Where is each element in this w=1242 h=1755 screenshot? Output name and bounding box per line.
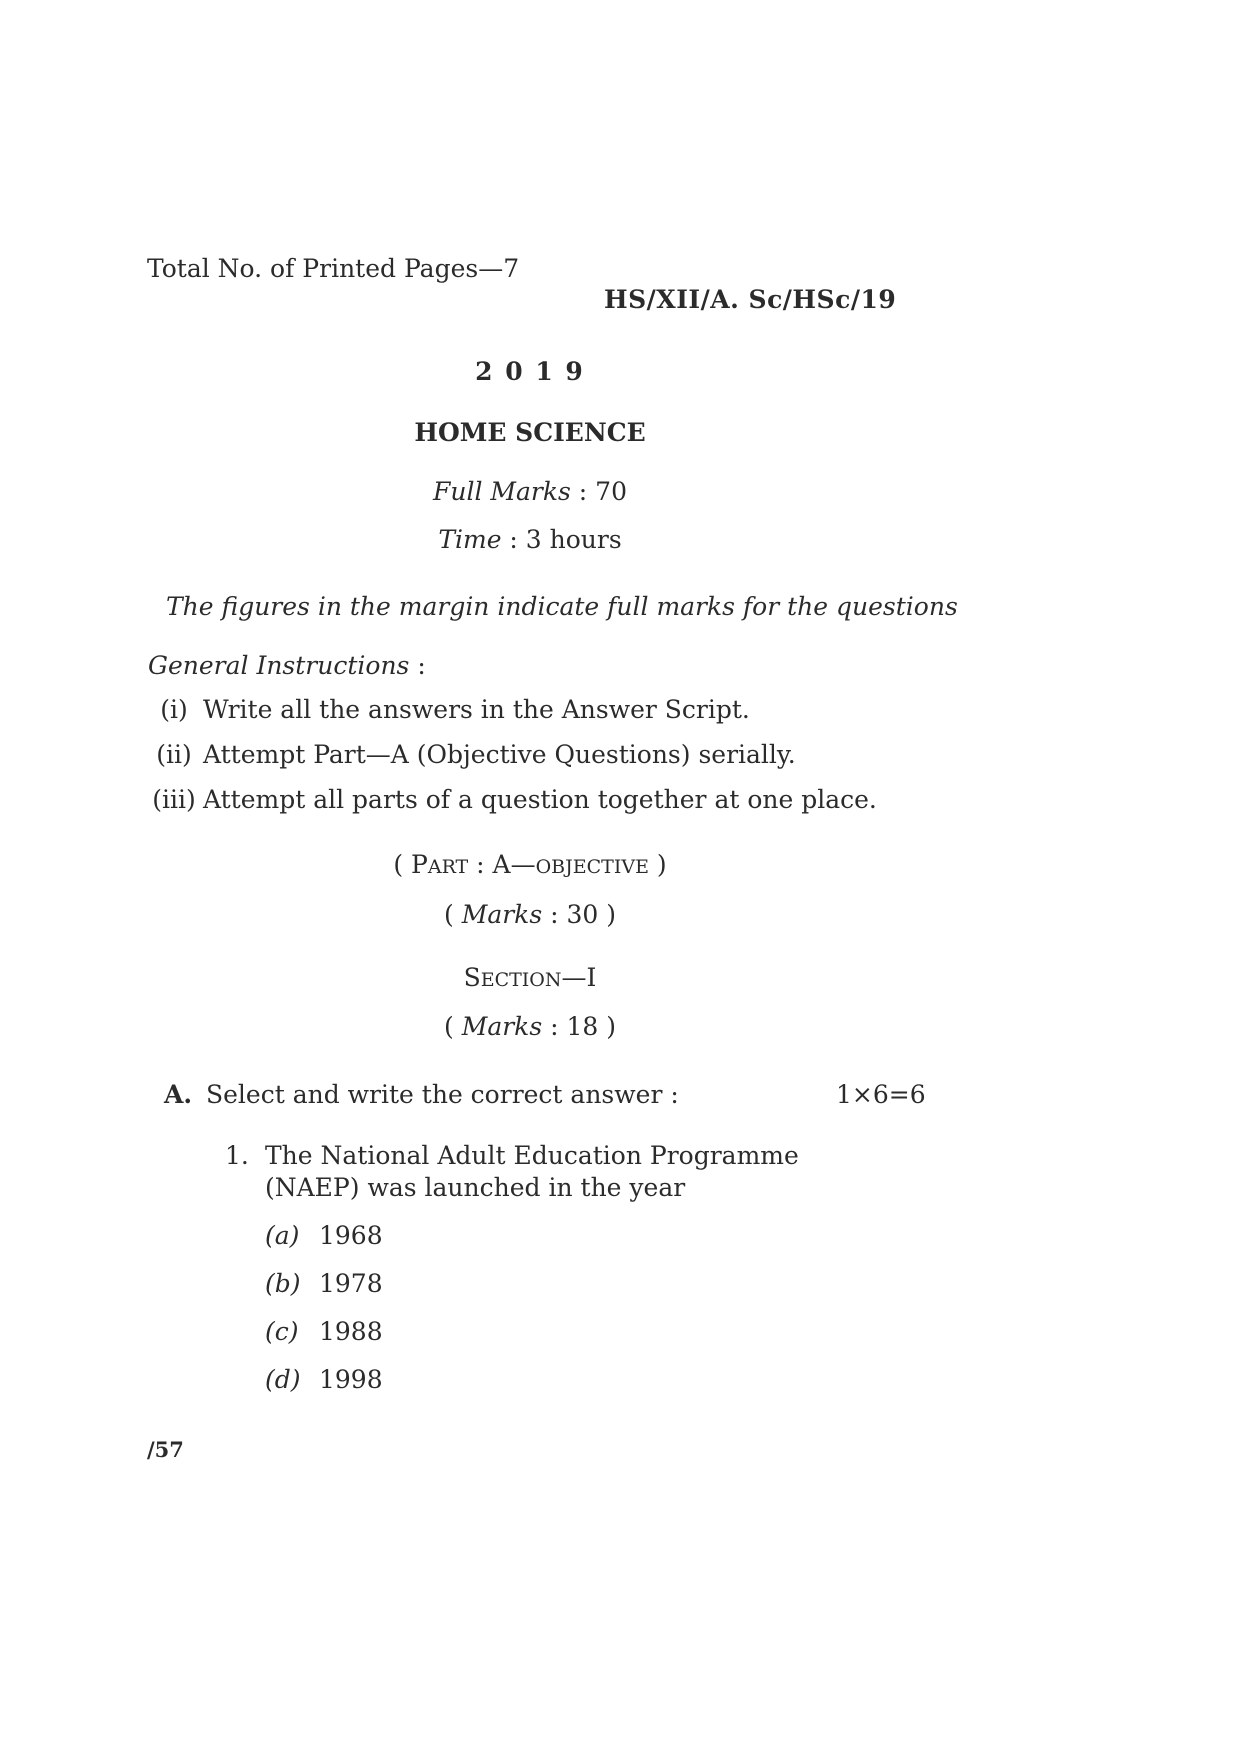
question-a-label: A. xyxy=(164,1080,193,1109)
option-c xyxy=(265,1317,383,1365)
instruction-text: Attempt Part—A (Objective Questions) serially. xyxy=(203,740,796,769)
option-value: 1998 xyxy=(319,1365,383,1394)
question-1-number: 1. xyxy=(225,1141,249,1170)
margin-note: The figures in the margin indicate full marks for the questions xyxy=(166,592,958,621)
part-marks-open: ( xyxy=(444,900,462,929)
question-1-line2: (NAEP) was launched in the year xyxy=(265,1173,686,1202)
instruction-item xyxy=(145,740,877,785)
instruction-number: (ii) xyxy=(156,740,192,769)
part-cap: P xyxy=(411,850,428,879)
general-instructions-heading xyxy=(148,651,426,681)
section-marks xyxy=(380,1012,680,1042)
section-suffix: —I xyxy=(561,963,597,992)
option-value: 1988 xyxy=(319,1317,383,1346)
part-marks-label: Marks xyxy=(461,900,543,929)
instruction-text: Write all the answers in the Answer Script. xyxy=(203,695,750,724)
part-marks-value: : 30 ) xyxy=(542,900,616,929)
instruction-number: (iii) xyxy=(152,785,196,814)
part-rest: ART xyxy=(427,856,469,878)
time-label: Time xyxy=(438,525,502,554)
paper-code: HS/XII/A. Sc/HSc/19 xyxy=(604,285,897,314)
instructions-list xyxy=(145,695,877,830)
subject-title: HOME SCIENCE xyxy=(414,418,646,447)
full-marks-label: Full Marks xyxy=(433,477,571,506)
question-a-text: Select and write the correct answer : xyxy=(206,1080,679,1109)
question-a-marks: 1×6=6 xyxy=(836,1080,926,1109)
section-marks-value: : 18 ) xyxy=(542,1012,616,1041)
part-objective: OBJECTIVE xyxy=(535,856,649,878)
option-label: (c) xyxy=(265,1317,299,1346)
section-rest: ECTION xyxy=(480,969,562,991)
section-heading xyxy=(380,963,680,995)
option-b xyxy=(265,1269,383,1317)
option-a xyxy=(265,1221,383,1269)
instruction-item xyxy=(145,695,877,740)
instruction-number: (i) xyxy=(160,695,188,724)
option-value: 1968 xyxy=(319,1221,383,1250)
section-cap: S xyxy=(463,963,481,992)
time-value: : 3 hours xyxy=(501,525,622,554)
question-1-line1: The National Adult Education Programme xyxy=(265,1141,799,1170)
question-1-options xyxy=(265,1221,383,1413)
instructions-heading-suffix: : xyxy=(409,651,426,680)
part-heading xyxy=(330,850,730,882)
option-label: (a) xyxy=(265,1221,300,1250)
exam-time xyxy=(380,525,680,555)
section-marks-open: ( xyxy=(444,1012,462,1041)
instructions-heading-label: General Instructions xyxy=(148,651,410,680)
instruction-item xyxy=(145,785,877,830)
section-marks-label: Marks xyxy=(461,1012,543,1041)
part-mid: : A— xyxy=(468,850,536,879)
option-value: 1978 xyxy=(319,1269,383,1298)
exam-year: 2 0 1 9 xyxy=(475,357,585,386)
option-label: (d) xyxy=(265,1365,301,1394)
full-marks-value: : 70 xyxy=(570,477,627,506)
part-close-paren: ) xyxy=(648,850,667,879)
part-open-paren: ( xyxy=(393,850,412,879)
instruction-text: Attempt all parts of a question together at one place. xyxy=(203,785,877,814)
part-marks xyxy=(380,900,680,930)
full-marks xyxy=(380,477,680,507)
option-label: (b) xyxy=(265,1269,301,1298)
page-code: /57 xyxy=(147,1437,184,1462)
option-d xyxy=(265,1365,383,1413)
printed-pages-note: Total No. of Printed Pages—7 xyxy=(147,254,520,283)
